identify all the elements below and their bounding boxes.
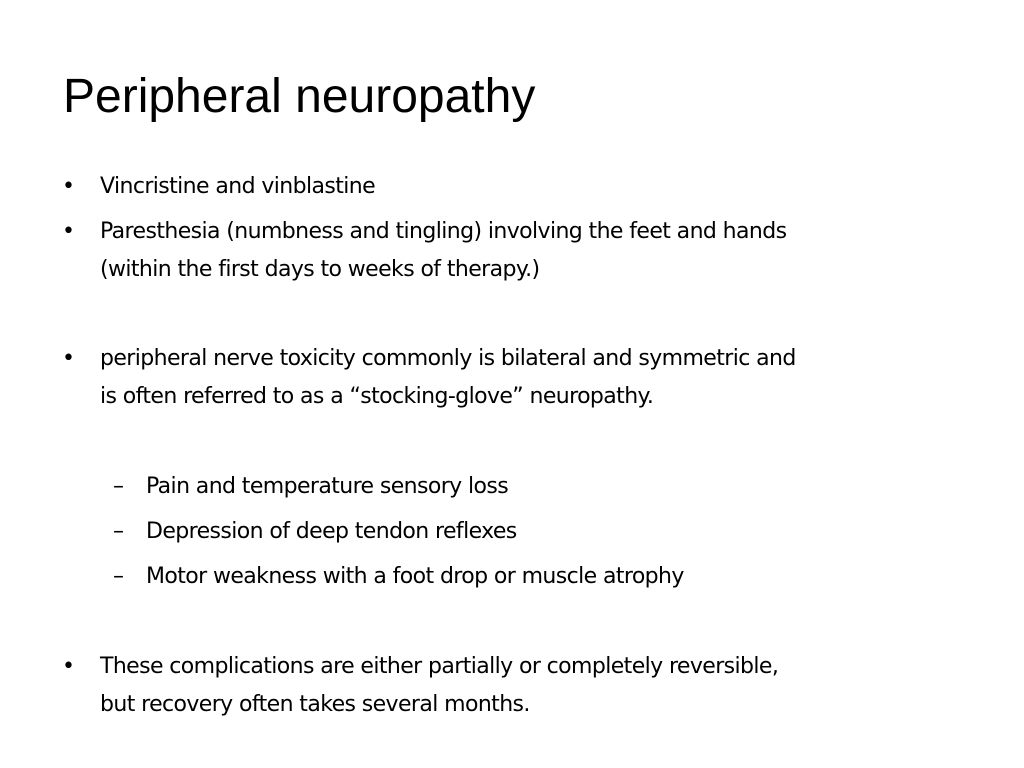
- sub-bullet-marker: –: [113, 474, 124, 499]
- slide-title: Peripheral neuropathy: [63, 70, 536, 123]
- sub-bullet-marker: –: [113, 564, 124, 589]
- sub-bullet-text: Pain and temperature sensory loss: [146, 474, 509, 499]
- bullet-text: Paresthesia (numbness and tingling) involving the feet and hands: [100, 219, 787, 244]
- sub-bullet-text: Depression of deep tendon reflexes: [146, 519, 517, 544]
- bullet-marker: •: [62, 654, 75, 679]
- bullet-marker: •: [62, 346, 75, 371]
- sub-bullet-marker: –: [113, 519, 124, 544]
- bullet-text-continued: is often referred to as a “stocking-glove” neuropathy.: [100, 384, 654, 409]
- bullet-marker: •: [62, 174, 75, 199]
- bullet-text: peripheral nerve toxicity commonly is bilateral and symmetric and: [100, 346, 796, 371]
- bullet-text: These complications are either partially or completely reversible,: [100, 654, 779, 679]
- bullet-text-continued: but recovery often takes several months.: [100, 692, 530, 717]
- bullet-marker: •: [62, 219, 75, 244]
- sub-bullet-text: Motor weakness with a foot drop or muscle atrophy: [146, 564, 684, 589]
- bullet-text-continued: (within the first days to weeks of therapy.): [100, 257, 540, 282]
- bullet-text: Vincristine and vinblastine: [100, 174, 376, 199]
